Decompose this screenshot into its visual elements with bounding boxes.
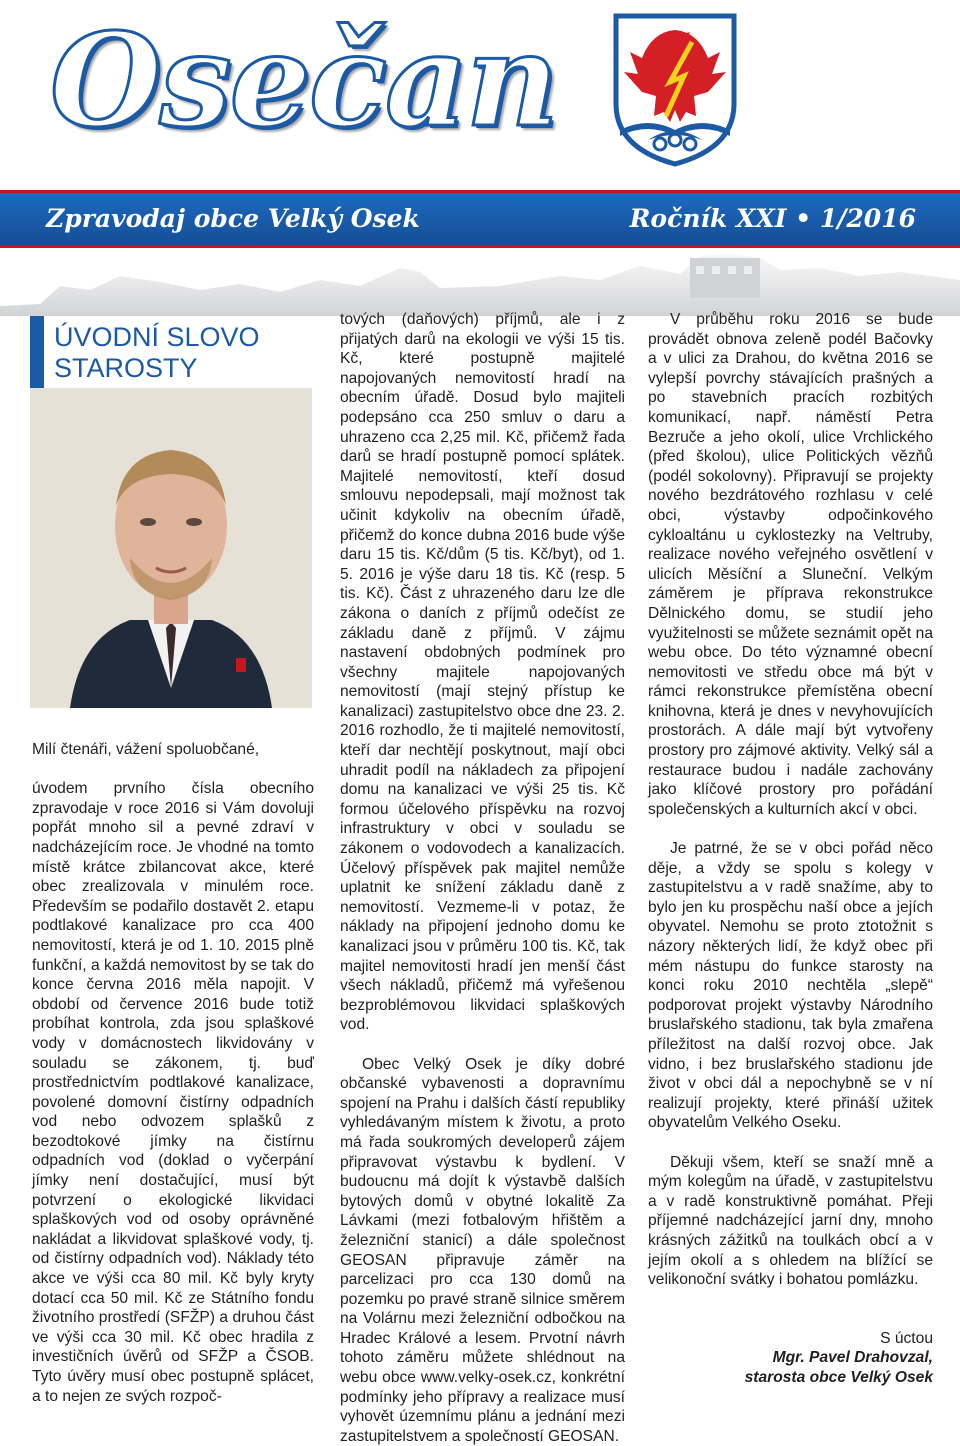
article-paragraph: Obec Velký Osek je díky dobré občanské vybavenosti a dopravnímu spojení na Prahu i dalších částí republiky vyhledávaným místem k životu, a proto má řada soukromých developerů zájem připravovat výstavbu k bydlení. V budoucnu má dojít k výstavbě dalších bytových domů v obytné lokalitě Za Lávkami (mezi fotbalovým hřištěm a železniční stanicí) a dále společnost GEOSAN připravuje záměr na parcelizaci pro cca 130 domů na pozemku po pravé straně silnice směrem na Volárnu mezi železniční odbočkou na Hradec Králové a lesem. Prvotní návrh tohoto záměru můžete shlédnout na webu obce www.velky-osek.cz, konkrétní podmínky jeho přípravy a realizace musí vyhovět územnímu plánu a jednání mezi zastupitelstvem a společností GEOSAN.: [340, 1055, 625, 1445]
article-paragraph: tových (daňových) příjmů, ale i z přijatých darů na ekologii ve výši 15 tis. Kč, které postupně majitelé napojovaných nemovitostí hradí na obecním úřadě. Dosud bylo majiteli podepsáno cca 250 smluv o daru a uhrazeno cca 2,25 mil. Kč, přičemž řada darů se hradí postupně pomocí splátek. Majitelé nemovitostí, kteří dosud smlouvu nepodepsali, mají možnost tak učinit kdykoliv na obecním úřadě, přičemž do konce dubna 2016 bude výše daru 15 tis. Kč/dům (5 tis. Kč/byt), od 1. 5. 2016 je výše daru 18 tis. Kč (resp. 5 tis. Kč). Část z uhrazeného daru lze dle zákona o daních z příjmů odečíst ze základu daně z příjmů. V zájmu nastavení obdobných podmínek pro všechny majitele napojovaných nemovitostí (mají stejný přístup ke kanalizaci) zastupitelstvo obce dne 23. 2. 2016 rozhodlo, že ti majitelé nemovitostí, kteří dar nechtějí poskytnout, mají obci uhradit podíl na nákladech za připojení domu na kanalizaci ve výši 25 tis. Kč formou účelového příspěvku na rozvoj infrastruktury v obci v souladu se zákonem o vodovodech a kanalizacích. Účelový příspěvek pak majitel nemůže uplatnit ke snížení základu daně z nemovitostí. Vezmeme-li v potaz, že náklady na připojení jednoho domu ke kanalizaci jsou v průměru 100 tis. Kč, tak majitel nemovitosti hradí jen menší část všech nákladů, přičemž má vyřešenou bezproblémovou likvidaci splaškových vod.: [340, 311, 625, 1034]
article-column-2: [340, 310, 625, 1446]
coat-of-arms-icon: [612, 12, 738, 168]
signature-title: starosta obce Velký Osek: [744, 1369, 933, 1387]
article-column-1: [32, 740, 314, 1406]
closing-salutation: S úctou: [880, 1329, 933, 1347]
masthead: [0, 0, 960, 180]
issue-number: Ročník XXI • 1/2016: [629, 204, 916, 233]
article-heading-box: [30, 316, 312, 388]
article-paragraph: Děkuji všem, kteří se snaží mně a mým kolegům na úřadě, v zastupitelstvu a v radě konstruktivně pomáhat. Přeji příjemné nadcházející jarní dny, mnoho krásných zážitků na toulkách obcí a v jejím okolí a s ohledem na blížící se velikonoční svátky i bohatou pomlázku.: [648, 1153, 933, 1289]
newsletter-subtitle: Zpravodaj obce Velký Osek: [46, 204, 420, 233]
village-skyline: [0, 246, 960, 316]
newsletter-title: Osečan: [50, 6, 557, 156]
article-column-3: [648, 310, 933, 1388]
masthead-ribbon: [0, 190, 960, 248]
portrait-photo: [30, 388, 312, 708]
article-paragraph: V průběhu roku 2016 se bude provádět obnova zeleně podél Bačovky a v ulici za Drahou, do května 2016 se vylepší povrchy stávajících prašných a po stavebních pracích rozbitých komunikací, např. náměstí Petra Bezruče a jeho okolí, ulice Vrchlického (před školou), ulice Politických vězňů (podél sokolovny). Připravují se projekty nového bezdrátového rozhlasu v celé obci, výstavby odpočinkového cykloaltánu u cyklostezky na Veltruby, realizace nového veřejného osvětlení v ulicích Měsíční a Sluneční. Velkým záměrem je příprava rekonstrukce Dělnického domu, se studií jeho využitelnosti se můžete seznámit opět na webu obce. Do této významné obecní nemovitosti ve středu obce má být v rámci rekonstrukce přemístěna obecní knihovna, která je dnes v nevyhovujících prostorách. A dále mají být vytvořeny prostory pro zájmové aktivity. Velký sál a restaurace budou i nadále zachovány jako klíčové prostory pro pořádání společenských a kulturních akcí v obci.: [648, 311, 933, 818]
article-paragraph: úvodem prvního čísla obecního zpravodaje v roce 2016 si Vám dovoluji popřát mnoho sil a pevné zdraví v nadcházejícím roce. Je vhodné na tomto místě krátce zbilancovat akce, které obec zrealizovala v minulém roce. Především se podařilo dostavět 2. etapu podtlakové kanalizace pro cca 400 nemovitostí, která je od 1. 10. 2015 plně funkční, a každá nemovitost by se tak do konce června 2016 měla napojit. V období od července 2016 bude totiž probíhat kontrola, zda jsou splaškové vody v domácnostech likvidovány v souladu se zákonem, tj. buď prostřednictvím podtlakové kanalizace, povolené domovní čistírny odpadních vod nebo odvozem splašků z bezodtokové jímky na čistírnu odpadních vod (doklad o vyčerpání jímky není dostačující, musí být potvrzení o ekologické likvidaci splaškových vod od osoby oprávněné nakládat a likvidovat splaškové vody, tj. od čistírny odpadních vod). Náklady této akce ve výši cca 80 mil. Kč byly kryty dotací cca 50 mil. Kč ze Státního fondu životního prostředí (SFŽP) a druhou část ve výši cca 30 mil. Kč obec hradila z investičních úvěrů od SFŽP a ČSOB. Tyto úvěry musí obec postupně splácet, a to nejen ze svých rozpoč-: [32, 780, 314, 1405]
greeting: Milí čtenáři, vážení spoluobčané,: [32, 741, 260, 758]
signature-name: Mgr. Pavel Drahovzal,: [772, 1349, 933, 1367]
article-paragraph: Je patrné, že se v obci pořád něco děje, a vždy se spolu s kolegy v zastupitelstvu a v radě snažíme, aby to bylo jen ku prospěchu naší obce a jejích obyvatel. Nemohu se proto ztotožnit s názory některých lidí, že když obec při mém nástupu do funkce starosty na konci roku 2010 nechtěla „slepě“ podporovat projekt výstavby Národního bruslařského stadionu, tak byla zmařena příležitost na další rozvoj obce. Jak vidno, i bez bruslařského stadionu jde život v obci dál a nepochybně se v ní realizují projekty, které přináší užitek obyvatelům Velkého Oseku.: [648, 840, 933, 1132]
heading-accent-bar: [30, 316, 44, 388]
article-heading: ÚVODNÍ SLOVO STAROSTY: [54, 322, 260, 383]
